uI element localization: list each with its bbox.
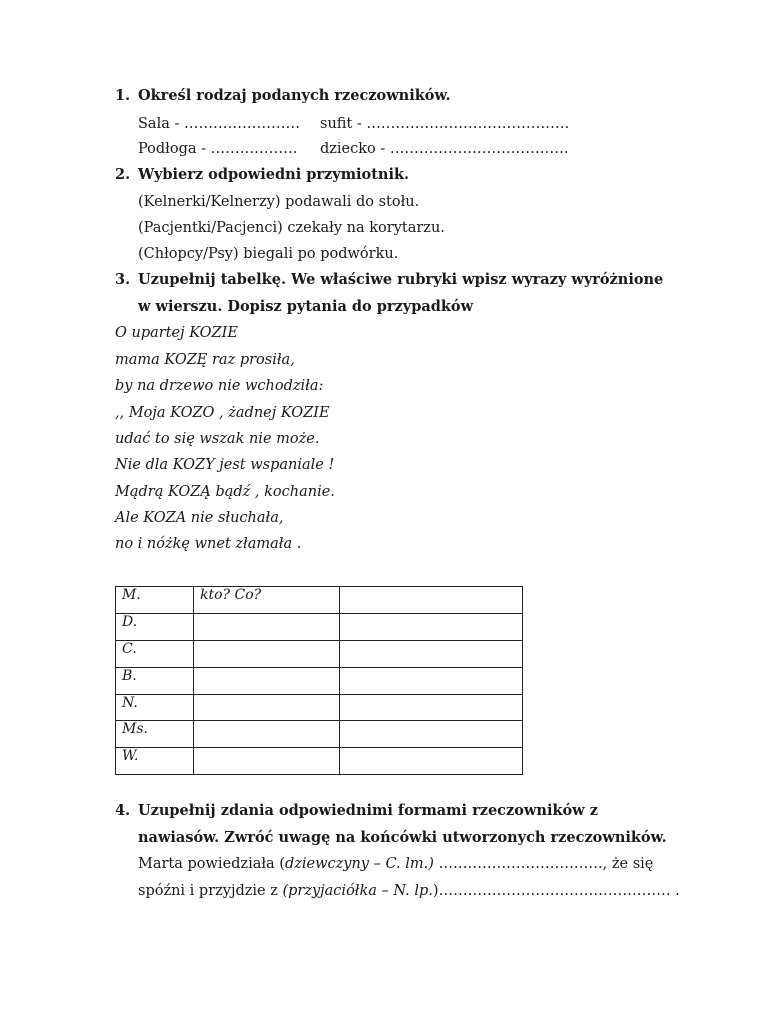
task-1-item-sufit: sufit - ……………………………………: [320, 116, 570, 132]
task-3-title-line-1: Uzupełnij tabelkę. We właściwe rubryki wpisz wyrazy wyróżnione: [138, 271, 664, 288]
question-cell[interactable]: [194, 613, 340, 640]
task-4-sentence-line-2: [138, 882, 680, 900]
case-label: B.: [116, 667, 194, 694]
task-3-number: 3.: [115, 271, 131, 288]
poem-line: udać to się wszak nie może.: [115, 431, 320, 447]
task-2-sentence: (Chłopcy/Psy) biegali po podwórku.: [138, 246, 399, 262]
poem-line: O upartej KOZIE: [115, 325, 238, 341]
task-4-number: 4.: [115, 802, 131, 819]
table-row: [116, 748, 523, 775]
task-4-title-line-1: Uzupełnij zdania odpowiednimi formami rzeczowników z: [138, 802, 598, 819]
table-row: [116, 640, 523, 667]
question-cell[interactable]: [194, 640, 340, 667]
table-row: [116, 587, 523, 614]
case-label: Ms.: [116, 721, 194, 748]
table-row: [116, 694, 523, 721]
task-1-item-podloga: Podłoga - ………………: [138, 141, 298, 157]
table-row: [116, 613, 523, 640]
sentence-blank[interactable]: ……………………………., że się: [433, 856, 654, 872]
answer-cell[interactable]: [340, 640, 523, 667]
task-1-number: 1.: [115, 87, 131, 104]
task-2-title: Wybierz odpowiedni przymiotnik.: [138, 166, 410, 183]
grammar-hint: (przyjaciółka – N. lp.: [282, 883, 433, 899]
question-cell[interactable]: [194, 748, 340, 775]
sentence-text: spóźni i przyjdzie z: [138, 883, 283, 899]
grammar-hint: dziewczyny – C. lm.): [284, 856, 434, 872]
task-3-title-line-2: w wierszu. Dopisz pytania do przypadków: [138, 298, 474, 315]
question-cell[interactable]: [194, 721, 340, 748]
poem-line: Nie dla KOZY jest wspaniale !: [115, 457, 335, 473]
task-1-title: Określ rodzaj podanych rzeczowników.: [138, 87, 451, 104]
task-2-sentence: (Pacjentki/Pacjenci) czekały na korytarzu.: [138, 220, 445, 236]
poem-line: by na drzewo nie wchodziła:: [115, 378, 324, 394]
answer-cell[interactable]: [340, 721, 523, 748]
question-cell[interactable]: [194, 694, 340, 721]
answer-cell[interactable]: [340, 613, 523, 640]
task-1-item-dziecko: dziecko - ……………………………….: [320, 141, 569, 157]
answer-cell[interactable]: [340, 587, 523, 614]
task-4-title-line-2: nawiasów. Zwróć uwagę na końcówki utworzonych rzeczowników.: [138, 829, 667, 846]
task-1-item-sala: Sala - ……………………: [138, 116, 300, 132]
case-label: C.: [116, 640, 194, 667]
question-cell[interactable]: [194, 667, 340, 694]
question-cell[interactable]: kto? Co?: [194, 587, 340, 614]
case-label: W.: [116, 748, 194, 775]
task-2-number: 2.: [115, 166, 131, 183]
declension-table: [115, 586, 523, 775]
answer-cell[interactable]: [340, 667, 523, 694]
case-label: N.: [116, 694, 194, 721]
sentence-blank[interactable]: )………………………………………… .: [432, 883, 680, 899]
poem-line: no i nóżkę wnet złamała .: [115, 536, 302, 552]
task-4-sentence-line-1: [138, 855, 653, 873]
table-row: [116, 667, 523, 694]
poem-line: Ale KOZA nie słuchała,: [115, 510, 284, 526]
case-label: M.: [116, 587, 194, 614]
answer-cell[interactable]: [340, 694, 523, 721]
sentence-text: Marta powiedziała (: [138, 856, 285, 872]
task-2-sentence: (Kelnerki/Kelnerzy) podawali do stołu.: [138, 194, 420, 210]
poem-line: ,, Moja KOZO , żadnej KOZIE: [115, 405, 330, 421]
case-label: D.: [116, 613, 194, 640]
table-row: [116, 721, 523, 748]
answer-cell[interactable]: [340, 748, 523, 775]
poem-line: Mądrą KOZĄ bądź , kochanie.: [115, 484, 335, 500]
poem-line: mama KOZĘ raz prosiła,: [115, 352, 295, 368]
